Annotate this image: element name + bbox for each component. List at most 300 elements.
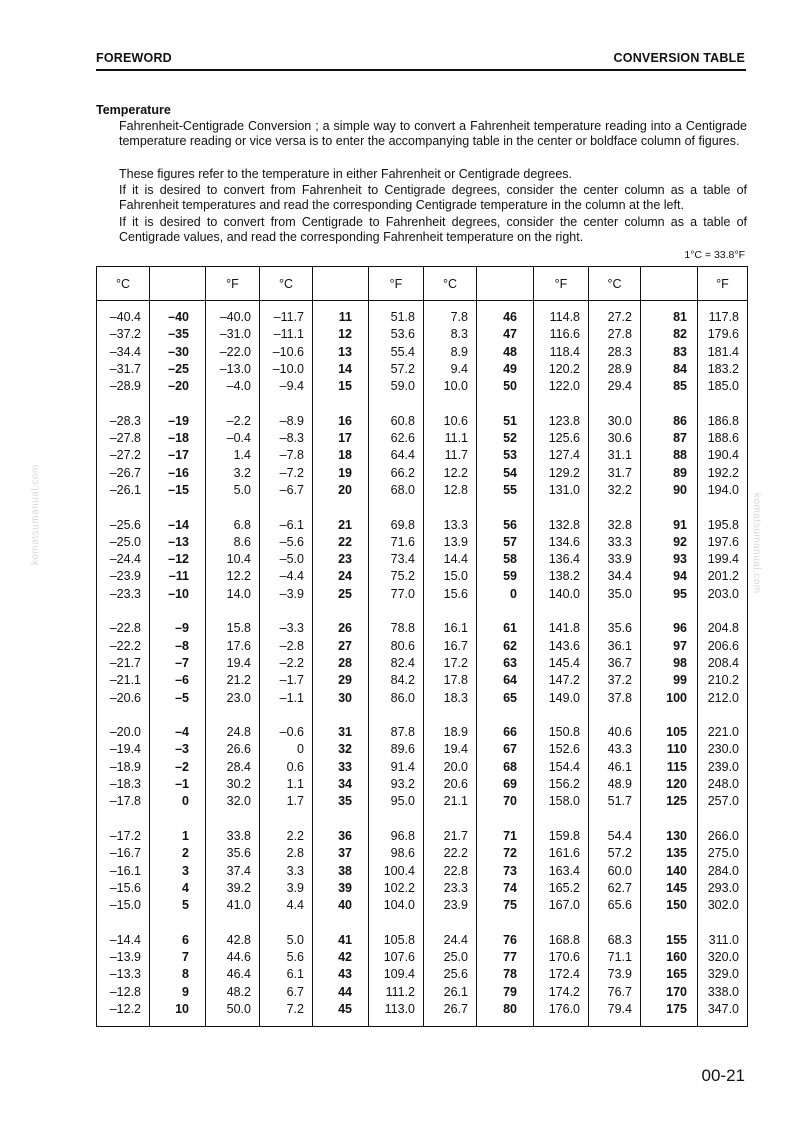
table-cell: –20 xyxy=(168,379,189,394)
table-cell: 122.0 xyxy=(548,379,580,394)
table-cell: 67 xyxy=(503,742,517,757)
table-cell: 37.2 xyxy=(607,673,632,688)
table-cell: 143.6 xyxy=(548,638,580,653)
table-cell: 33.9 xyxy=(607,552,632,567)
paragraph-intro: Fahrenheit-Centigrade Conversion ; a simple way to convert a Fahrenheit temperature reading into a Centigrade temperature reading or vice versa is to enter the accompanying table in the center or boldface column of figures. xyxy=(119,119,747,149)
table-cell: –14 xyxy=(168,517,189,532)
table-cell: 6.8 xyxy=(233,517,251,532)
header-celsius: °C xyxy=(589,267,641,301)
table-cell: 5.6 xyxy=(286,949,304,964)
table-cell: 275.0 xyxy=(707,846,739,861)
group-spacer xyxy=(369,811,415,828)
table-cell: 87.8 xyxy=(390,725,415,740)
table-cell: 21.7 xyxy=(443,828,468,843)
value-column xyxy=(641,301,698,1027)
table-cell: –8.3 xyxy=(279,431,304,446)
table-cell: 79.4 xyxy=(607,1001,632,1016)
group-spacer xyxy=(206,603,251,620)
table-cell: 16 xyxy=(338,413,352,428)
table-cell: 65 xyxy=(503,690,517,705)
table-cell: 46.4 xyxy=(226,967,251,982)
table-cell: –5 xyxy=(175,690,189,705)
header-fahrenheit: °F xyxy=(369,267,424,301)
celsius-column xyxy=(589,301,641,1027)
table-cell: 42.8 xyxy=(226,932,251,947)
table-cell: –25.6 xyxy=(109,517,141,532)
table-cell: 54 xyxy=(503,465,517,480)
column-values xyxy=(150,301,189,1018)
table-cell: 201.2 xyxy=(707,569,739,584)
table-cell: 9.4 xyxy=(450,361,468,376)
table-cell: 66.2 xyxy=(390,465,415,480)
table-cell: 50 xyxy=(503,379,517,394)
table-cell: 10.6 xyxy=(443,413,468,428)
table-cell: 110 xyxy=(666,742,687,757)
table-cell: –7.8 xyxy=(279,448,304,463)
table-cell: 98 xyxy=(673,655,687,670)
value-column xyxy=(313,301,369,1027)
table-cell: 57.2 xyxy=(607,846,632,861)
table-cell: 69 xyxy=(503,777,517,792)
table-cell: 2.8 xyxy=(286,846,304,861)
table-cell: 248.0 xyxy=(707,777,739,792)
table-cell: 105.8 xyxy=(383,932,415,947)
header-value xyxy=(641,267,698,301)
header-value xyxy=(477,267,534,301)
group-spacer xyxy=(206,395,251,412)
table-cell: –11 xyxy=(168,569,189,584)
table-cell: 87 xyxy=(673,431,687,446)
table-cell: –20.0 xyxy=(109,725,141,740)
table-cell: 61 xyxy=(503,621,517,636)
table-cell: 4.4 xyxy=(286,898,304,913)
running-header-left: FOREWORD xyxy=(96,51,172,65)
table-cell: –4.4 xyxy=(279,569,304,584)
table-cell: 140 xyxy=(666,863,687,878)
table-cell: 149.0 xyxy=(548,690,580,705)
table-cell: 27.2 xyxy=(607,310,632,324)
table-cell: –40.4 xyxy=(109,310,141,324)
table-cell: 40.6 xyxy=(607,725,632,740)
table-cell: 95 xyxy=(673,586,687,601)
group-spacer xyxy=(424,914,468,931)
table-cell: –11.1 xyxy=(273,327,304,342)
table-cell: 36.1 xyxy=(607,638,632,653)
table-cell: 77.0 xyxy=(390,586,415,601)
table-cell: 6.7 xyxy=(286,984,304,999)
table-cell: 88 xyxy=(673,448,687,463)
table-cell: 1 xyxy=(182,828,189,843)
table-cell: 329.0 xyxy=(707,967,739,982)
table-cell: 93 xyxy=(673,552,687,567)
table-cell: 199.4 xyxy=(707,552,739,567)
table-cell: 93.2 xyxy=(390,777,415,792)
header-fahrenheit: °F xyxy=(534,267,589,301)
table-cell: –18.9 xyxy=(109,759,141,774)
table-cell: –4 xyxy=(175,725,189,740)
table-cell: 163.4 xyxy=(548,863,580,878)
table-cell: 19 xyxy=(338,465,352,480)
table-cell: 145 xyxy=(666,880,687,895)
table-cell: 94 xyxy=(673,569,687,584)
table-cell: –35 xyxy=(168,327,189,342)
table-cell: 85 xyxy=(673,379,687,394)
table-cell: 21 xyxy=(338,517,352,532)
table-cell: –17.8 xyxy=(109,794,141,809)
table-cell: 43.3 xyxy=(607,742,632,757)
table-cell: 2.2 xyxy=(286,828,304,843)
table-cell: 66 xyxy=(503,725,517,740)
table-cell: 71 xyxy=(503,828,517,843)
table-cell: –31.7 xyxy=(109,361,141,376)
table-cell: 29 xyxy=(338,673,352,688)
table-cell: 0 xyxy=(182,794,189,809)
table-cell: 33 xyxy=(338,759,352,774)
table-cell: 176.0 xyxy=(548,1001,580,1016)
watermark-left: komatsumanual.com xyxy=(30,464,41,565)
table-cell: –12.2 xyxy=(109,1001,141,1016)
table-cell: 90 xyxy=(673,482,687,497)
table-cell: 123.8 xyxy=(548,413,580,428)
table-cell: –27.2 xyxy=(109,448,141,463)
group-spacer xyxy=(641,603,687,620)
table-cell: 5.0 xyxy=(286,932,304,947)
column-values xyxy=(698,301,739,1018)
header-celsius: °C xyxy=(424,267,477,301)
table-cell: 62 xyxy=(503,638,517,653)
fahrenheit-column xyxy=(206,301,260,1027)
group-spacer xyxy=(534,811,580,828)
table-cell: 4 xyxy=(182,880,189,895)
table-cell: 3.2 xyxy=(233,465,251,480)
group-spacer xyxy=(150,603,189,620)
table-cell: –19.4 xyxy=(109,742,141,757)
table-cell: 30.0 xyxy=(607,413,632,428)
table-cell: 75.2 xyxy=(390,569,415,584)
table-cell: 188.6 xyxy=(707,431,739,446)
group-spacer xyxy=(534,499,580,516)
table-cell: 41.0 xyxy=(226,898,251,913)
table-cell: 47 xyxy=(503,327,517,342)
group-spacer xyxy=(369,603,415,620)
table-cell: –19 xyxy=(168,413,189,428)
table-cell: 86 xyxy=(673,413,687,428)
table-cell: 43 xyxy=(338,967,352,982)
group-spacer xyxy=(97,395,141,412)
table-cell: 60.8 xyxy=(390,413,415,428)
table-cell: 80 xyxy=(503,1001,517,1016)
group-spacer xyxy=(424,395,468,412)
table-cell: 0 xyxy=(510,586,517,601)
celsius-column xyxy=(424,301,477,1027)
table-cell: 73 xyxy=(503,863,517,878)
table-cell: 109.4 xyxy=(383,967,415,982)
table-cell: 33.3 xyxy=(607,534,632,549)
table-cell: 33.8 xyxy=(226,828,251,843)
table-cell: 28.3 xyxy=(607,344,632,359)
value-column xyxy=(150,301,206,1027)
table-cell: 80.6 xyxy=(390,638,415,653)
table-cell: 68.3 xyxy=(607,932,632,947)
table-cell: 210.2 xyxy=(707,673,739,688)
table-cell: 168.8 xyxy=(548,932,580,947)
table-cell: 117.8 xyxy=(708,310,739,324)
table-cell: –5.6 xyxy=(279,534,304,549)
table-cell: 159.8 xyxy=(548,828,580,843)
table-cell: 20.0 xyxy=(443,759,468,774)
table-cell: –4.0 xyxy=(226,379,251,394)
table-cell: –26.1 xyxy=(109,482,141,497)
table-cell: 35.6 xyxy=(607,621,632,636)
table-cell: 28.9 xyxy=(607,361,632,376)
table-cell: 98.6 xyxy=(390,846,415,861)
table-cell: 27 xyxy=(338,638,352,653)
table-cell: 17.8 xyxy=(443,673,468,688)
table-cell: 44.6 xyxy=(226,949,251,964)
table-cell: 56 xyxy=(503,517,517,532)
table-cell: 3.9 xyxy=(286,880,304,895)
table-cell: 25.6 xyxy=(443,967,468,982)
table-cell: 170.6 xyxy=(548,949,580,964)
table-cell: 140.0 xyxy=(548,586,580,601)
table-cell: 21.1 xyxy=(443,794,468,809)
table-cell: 39 xyxy=(338,880,352,895)
table-cell: 18.9 xyxy=(443,725,468,740)
table-cell: 96.8 xyxy=(390,828,415,843)
group-spacer xyxy=(641,395,687,412)
table-cell: 125 xyxy=(666,794,687,809)
group-spacer xyxy=(589,395,632,412)
table-cell: 136.4 xyxy=(548,552,580,567)
group-spacer xyxy=(477,395,517,412)
group-spacer xyxy=(477,603,517,620)
table-cell: 186.8 xyxy=(707,413,739,428)
group-spacer xyxy=(589,707,632,724)
group-spacer xyxy=(369,707,415,724)
table-cell: 51.8 xyxy=(390,310,415,324)
column-values xyxy=(369,301,415,1018)
table-cell: 347.0 xyxy=(707,1001,739,1016)
column-values xyxy=(641,301,687,1018)
table-cell: 57.2 xyxy=(390,361,415,376)
table-cell: 40 xyxy=(338,898,352,913)
table-cell: 55.4 xyxy=(390,344,415,359)
table-cell: –1.7 xyxy=(279,673,304,688)
table-cell: 53 xyxy=(503,448,517,463)
table-cell: 76.7 xyxy=(607,984,632,999)
table-cell: 75 xyxy=(503,898,517,913)
conversion-table xyxy=(96,266,748,1027)
table-cell: 10.4 xyxy=(226,552,251,567)
table-cell: 105 xyxy=(666,725,687,740)
group-spacer xyxy=(260,395,304,412)
table-cell: 16.1 xyxy=(443,621,468,636)
table-cell: 17 xyxy=(338,431,352,446)
table-cell: 69.8 xyxy=(390,517,415,532)
table-cell: 48.2 xyxy=(226,984,251,999)
table-cell: 50.0 xyxy=(226,1001,251,1016)
table-cell: 52 xyxy=(503,431,517,446)
paragraph-units: These figures refer to the temperature in either Fahrenheit or Centigrade degrees. xyxy=(119,167,573,181)
column-values xyxy=(313,301,352,1018)
table-cell: 179.6 xyxy=(707,327,739,342)
group-spacer xyxy=(206,499,251,516)
table-cell: 132.8 xyxy=(548,517,580,532)
table-cell: 204.8 xyxy=(707,621,739,636)
group-spacer xyxy=(698,603,739,620)
table-cell: –37.2 xyxy=(109,327,141,342)
table-cell: 174.2 xyxy=(548,984,580,999)
table-cell: 3.3 xyxy=(286,863,304,878)
table-cell: 135 xyxy=(666,846,687,861)
group-spacer xyxy=(97,603,141,620)
table-cell: 59 xyxy=(503,569,517,584)
table-cell: 35.0 xyxy=(607,586,632,601)
table-cell: 12.2 xyxy=(443,465,468,480)
table-cell: 13 xyxy=(338,344,352,359)
header-celsius: °C xyxy=(260,267,313,301)
fahrenheit-column xyxy=(369,301,424,1027)
table-cell: 45 xyxy=(338,1001,352,1016)
table-cell: 63 xyxy=(503,655,517,670)
fahrenheit-column xyxy=(698,301,748,1027)
table-cell: –6.7 xyxy=(279,482,304,497)
ratio-note: 1°C = 33.8°F xyxy=(684,249,745,261)
table-cell: 161.6 xyxy=(548,846,580,861)
table-cell: 107.6 xyxy=(383,949,415,964)
table-cell: –8.9 xyxy=(279,413,304,428)
table-cell: 160 xyxy=(666,949,687,964)
table-cell: 129.2 xyxy=(548,465,580,480)
table-cell: 34.4 xyxy=(607,569,632,584)
group-spacer xyxy=(698,395,739,412)
column-values xyxy=(97,301,141,1018)
group-spacer xyxy=(260,811,304,828)
table-cell: 57 xyxy=(503,534,517,549)
table-cell: –13.9 xyxy=(109,949,141,964)
table-cell: –15 xyxy=(168,482,189,497)
table-cell: 167.0 xyxy=(548,898,580,913)
group-spacer xyxy=(150,707,189,724)
table-cell: 195.8 xyxy=(707,517,739,532)
table-cell: 138.2 xyxy=(548,569,580,584)
table-cell: –25.0 xyxy=(109,534,141,549)
table-cell: 1.1 xyxy=(286,777,304,792)
table-cell: –28.9 xyxy=(109,379,141,394)
table-cell: 9 xyxy=(182,984,189,999)
table-cell: 20.6 xyxy=(443,777,468,792)
table-cell: 150 xyxy=(666,898,687,913)
table-cell: –15.6 xyxy=(109,880,141,895)
table-cell: 79 xyxy=(503,984,517,999)
celsius-column xyxy=(260,301,313,1027)
celsius-column xyxy=(97,301,150,1027)
table-cell: 10.0 xyxy=(443,379,468,394)
table-cell: 91 xyxy=(673,517,687,532)
table-cell: –6.1 xyxy=(279,517,304,532)
table-cell: 22.8 xyxy=(443,863,468,878)
table-cell: 14 xyxy=(338,361,352,376)
table-cell: –31.0 xyxy=(219,327,251,342)
table-cell: –6 xyxy=(175,673,189,688)
table-cell: –8 xyxy=(175,638,189,653)
table-cell: –27.8 xyxy=(109,431,141,446)
table-cell: 183.2 xyxy=(707,361,739,376)
table-cell: 58 xyxy=(503,552,517,567)
table-cell: –0.6 xyxy=(279,725,304,740)
table-cell: 32 xyxy=(338,742,352,757)
table-cell: 27.8 xyxy=(607,327,632,342)
group-spacer xyxy=(534,914,580,931)
table-cell: 37 xyxy=(338,846,352,861)
table-cell: 96 xyxy=(673,621,687,636)
table-header-row xyxy=(97,267,748,301)
table-cell: –3.3 xyxy=(279,621,304,636)
table-cell: 28 xyxy=(338,655,352,670)
table-cell: –2 xyxy=(175,759,189,774)
table-cell: 10 xyxy=(175,1001,189,1016)
table-cell: 15.6 xyxy=(443,586,468,601)
table-cell: 156.2 xyxy=(548,777,580,792)
table-cell: 17.6 xyxy=(226,638,251,653)
group-spacer xyxy=(534,395,580,412)
table-cell: –23.9 xyxy=(109,569,141,584)
table-cell: –1 xyxy=(175,777,189,792)
table-cell: 99 xyxy=(673,673,687,688)
table-cell: –22.0 xyxy=(219,344,251,359)
table-cell: 35.6 xyxy=(226,846,251,861)
table-cell: 24 xyxy=(338,569,352,584)
table-cell: 12.2 xyxy=(226,569,251,584)
table-cell: 59.0 xyxy=(390,379,415,394)
group-spacer xyxy=(477,914,517,931)
group-spacer xyxy=(150,395,189,412)
header-celsius: °C xyxy=(97,267,150,301)
table-cell: 284.0 xyxy=(707,863,739,878)
table-cell: 114.8 xyxy=(549,310,580,324)
column-values xyxy=(424,301,468,1018)
table-cell: 15 xyxy=(338,379,352,394)
group-spacer xyxy=(313,395,352,412)
table-cell: 73.9 xyxy=(607,967,632,982)
table-cell: 7.2 xyxy=(286,1001,304,1016)
table-cell: 12 xyxy=(338,327,352,342)
table-cell: 12.8 xyxy=(443,482,468,497)
table-cell: 16.7 xyxy=(443,638,468,653)
table-cell: 65.6 xyxy=(607,898,632,913)
table-cell: –12 xyxy=(168,552,189,567)
group-spacer xyxy=(641,811,687,828)
table-cell: 32.0 xyxy=(226,794,251,809)
table-cell: 26 xyxy=(338,621,352,636)
table-cell: –26.7 xyxy=(109,465,141,480)
table-cell: 125.6 xyxy=(548,431,580,446)
group-spacer xyxy=(477,499,517,516)
table-cell: –9 xyxy=(175,621,189,636)
group-spacer xyxy=(206,707,251,724)
table-cell: –22.8 xyxy=(109,621,141,636)
table-cell: –13 xyxy=(168,534,189,549)
table-cell: –40.0 xyxy=(219,310,251,324)
table-cell: 3 xyxy=(182,863,189,878)
table-cell: 194.0 xyxy=(707,482,739,497)
column-values xyxy=(477,301,517,1018)
table-cell: –34.4 xyxy=(109,344,141,359)
table-cell: 0.6 xyxy=(286,759,304,774)
table-cell: 95.0 xyxy=(390,794,415,809)
table-cell: 51.7 xyxy=(607,794,632,809)
table-cell: 302.0 xyxy=(707,898,739,913)
